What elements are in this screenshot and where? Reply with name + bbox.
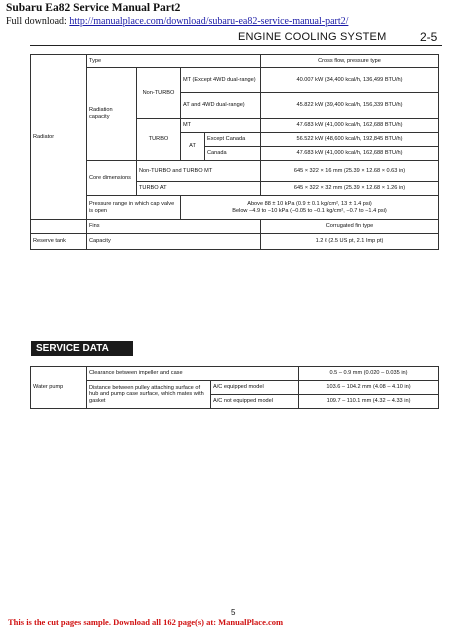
pressure-range-value-1: Above 88 ± 10 kPa (0.9 ± 0.1 kg/cm², 13 ± 1.4 psi) [247,200,372,207]
section-title: ENGINE COOLING SYSTEM [238,31,387,43]
turbo-at-canada-value: 47.683 kW (41,000 kcal/h, 162,688 BTU/h) [261,147,439,161]
turbo-label: TURBO [137,119,181,161]
non-turbo-mt-value: 40.007 kW (34,400 kcal/h, 136,499 BTU/h) [261,68,439,93]
turbo-at-label: AT [181,133,205,161]
turbo-at-core-label: TURBO AT [137,182,261,196]
ac-equipped-label: A/C equipped model [211,381,299,395]
non-turbo-label: Non-TURBO [137,68,181,119]
distance-label: Distance between pulley attaching surface of hub and pump case surface, which mates with gasket [87,381,211,409]
ac-not-equipped-value: 109.7 – 110.1 mm (4.32 – 4.33 in) [299,395,439,409]
radiator-label: Radiator [31,55,87,220]
ac-equipped-value: 103.6 – 104.2 mm (4.08 – 4.10 in) [299,381,439,395]
type-label: Type [87,55,261,68]
clearance-value: 0.5 – 0.9 mm (0.020 – 0.035 in) [299,367,439,381]
at-4wd-label: AT and 4WD dual-range) [181,93,261,119]
core-dimensions-value-2: 645 × 322 × 32 mm (25.39 × 12.68 × 1.26 in) [261,182,439,196]
radiator-spec-table [30,54,439,250]
service-data-table [30,366,439,409]
turbo-mt-value: 47.683 kW (41,000 kcal/h, 162,688 BTU/h) [261,119,439,133]
fins-value: Corrugated fin type [261,220,439,234]
download-link[interactable]: http://manualplace.com/download/subaru-ea82-service-manual-part2/ [69,16,349,27]
capacity-label: Capacity [87,234,261,250]
pressure-range-value-2: Below −4.9 to −10 kPa (−0.05 to −0.1 kg/cm², −0.7 to −1.4 psi) [232,207,387,214]
radiation-capacity-label: Radiation capacity [87,68,137,161]
download-label: Full download: [6,16,67,27]
service-data-heading: SERVICE DATA [31,341,133,356]
header-rule [30,45,442,46]
turbo-mt-label: MT [181,119,261,133]
type-value: Cross flow, pressure type [261,55,439,68]
mt-except-4wd-label: MT (Except 4WD dual-range) [181,68,261,93]
core-dimensions-label: Core dimensions [87,161,137,196]
fins-label: Fins [87,220,261,234]
download-line [6,16,348,27]
turbo-at-except-canada-value: 56.522 kW (48,600 kcal/h, 192,845 BTU/h) [261,133,439,147]
core-dimensions-value-1: 645 × 322 × 16 mm (25.39 × 12.68 × 0.63 in) [261,161,439,182]
pressure-range-values [181,196,439,220]
non-turbo-and-turbo-mt-label: Non-TURBO and TURBO MT [137,161,261,182]
except-canada-label: Except Canada [205,133,261,147]
ac-not-equipped-label: A/C not equipped model [211,395,299,409]
capacity-value: 1.2 ℓ (2.5 US pt, 2.1 Imp pt) [261,234,439,250]
canada-label: Canada [205,147,261,161]
page-number: 5 [231,608,236,617]
water-pump-label: Water pump [31,367,87,409]
sample-notice: This is the cut pages sample. Download all 162 page(s) at: ManualPlace.com [8,617,284,627]
non-turbo-at-value: 45.822 kW (39,400 kcal/h, 156,339 BTU/h) [261,93,439,119]
pressure-range-label: Pressure range in which cap valve is open [87,196,181,220]
reserve-tank-label: Reserve tank [31,234,87,250]
document-title: Subaru Ea82 Service Manual Part2 [6,2,181,14]
page-reference: 2-5 [420,30,438,44]
clearance-label: Clearance between impeller and case [87,367,299,381]
